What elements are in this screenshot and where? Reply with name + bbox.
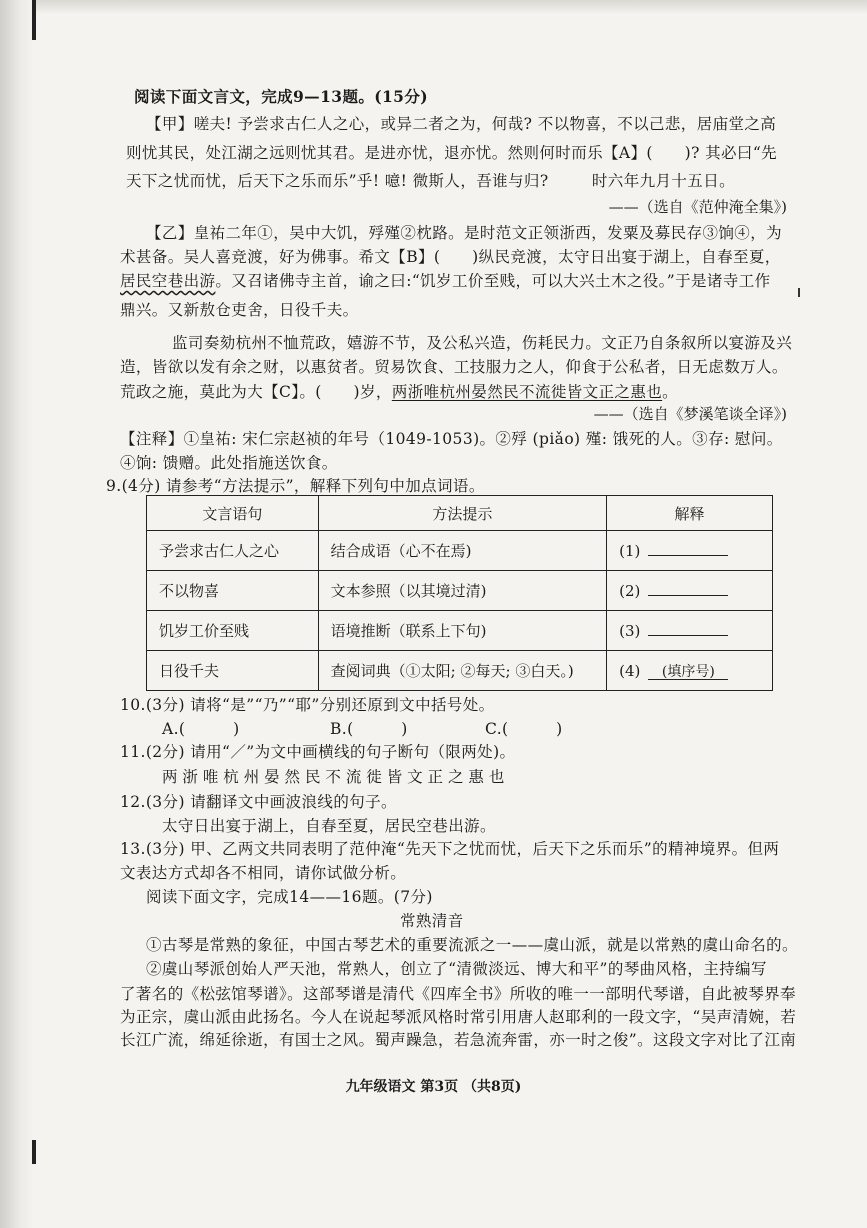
period: 。 bbox=[662, 383, 679, 401]
hint-cell: 查阅词典（①太阳; ②每天; ③白天。) bbox=[318, 651, 606, 691]
wavy-underlined-phrase: 居民空巷出游 bbox=[120, 272, 216, 290]
sentence-cell: 予尝求古仁人之心 bbox=[147, 531, 319, 571]
table-header-row bbox=[147, 496, 773, 531]
table-header-cell: 解释 bbox=[607, 496, 773, 531]
question-11-sentence: 两 浙 唯 杭 州 晏 然 民 不 流 徙 皆 文 正 之 惠 也 bbox=[162, 768, 505, 786]
answer-number: (4) bbox=[619, 662, 641, 680]
passage-yi-source: ——（选自《梦溪笔谈全译》) bbox=[593, 405, 787, 423]
answer-blank[interactable] bbox=[648, 581, 728, 596]
answer-blank[interactable] bbox=[648, 541, 728, 556]
passage-jia-line-2: 则忧其民，处江湖之远则忧其君。是进亦忧，退亦忧。然则何时而乐【A】( )? 其必曰“先 bbox=[126, 144, 778, 162]
straight-underlined-sentence: 两浙唯杭州晏然民不流徙皆文正之惠也 bbox=[391, 383, 663, 401]
hint-cell: 文本参照（以其境过清) bbox=[318, 571, 606, 611]
sentence-cell: 饥岁工价至贱 bbox=[147, 611, 319, 651]
table-row bbox=[147, 611, 773, 651]
question-11-stem: 11.(2分) 请用“／”为文中画横线的句子断句（限两处)。 bbox=[120, 743, 516, 761]
passage-yi-line-5: 监司奏劾杭州不恤荒政，嬉游不节，及公私兴造，伤耗民力。文正乃自条叙所以宴游及兴 bbox=[172, 334, 793, 352]
question-10-blank-c[interactable]: C.( ) bbox=[485, 720, 563, 738]
page-footer: 九年级语文 第3页 （共8页) bbox=[345, 1079, 522, 1095]
article-paragraph-2-line-4: 长江广流，绵延徐逝，有国士之风。蜀声躁急，若急流奔雷，亦一时之俊”。这段文字对比了江南 bbox=[120, 1031, 797, 1049]
question-12-stem: 12.(3分) 请翻译文中画波浪线的句子。 bbox=[120, 793, 397, 811]
passage-jia-date: 时六年九月十五日。 bbox=[591, 172, 735, 190]
passage-jia-line-3-text: 天下之忧而忧，后天下之乐而乐”乎! 噫! 微斯人，吾谁与归? bbox=[126, 172, 549, 190]
passage-yi-line-4: 鼎兴。又新敖仓吏舍，日役千夫。 bbox=[120, 301, 359, 319]
passage-yi-line-3 bbox=[120, 270, 771, 292]
section-2-intro: 阅读下面文字，完成14——16题。(7分) bbox=[146, 888, 433, 906]
answer-number: (1) bbox=[619, 542, 641, 560]
annotation-line-1: 【注释】①皇祐: 宋仁宗赵祯的年号（1049-1053)。②殍 (piǎo) 殣: 饿死的人。③存: 慰问。 bbox=[120, 430, 783, 448]
passage-yi-line-3-rest: 。又召诸佛寺主首，谕之曰:“饥岁工价至贱，可以大兴土木之役。”于是诸寺工作 bbox=[215, 272, 771, 290]
question-12-sentence: 太守日出宴于湖上，自春至夏，居民空巷出游。 bbox=[162, 817, 496, 835]
sentence-cell: 不以物喜 bbox=[147, 571, 319, 611]
sentence-cell: 日役千夫 bbox=[147, 651, 319, 691]
answer-number: (2) bbox=[619, 582, 641, 600]
answer-blank[interactable] bbox=[648, 621, 728, 636]
scan-edge-mark-top bbox=[32, 0, 36, 40]
scan-top-shadow bbox=[0, 0, 867, 14]
table-row bbox=[147, 651, 773, 691]
article-title: 常熟清音 bbox=[400, 912, 464, 930]
scan-edge-mark-bottom bbox=[32, 1140, 36, 1164]
question-10-stem: 10.(3分) 请将“是”“乃”“耶”分别还原到文中括号处。 bbox=[120, 696, 495, 714]
passage-yi-line-7 bbox=[120, 381, 678, 403]
answer-number: (3) bbox=[619, 622, 641, 640]
passage-jia-line-1: 【甲】嗟夫! 予尝求古仁人之心，或异二者之为，何哉? 不以物喜，不以己悲，居庙堂之高 bbox=[146, 115, 777, 133]
question-9-stem: 9.(4分) 请参考“方法提示”，解释下列句中加点词语。 bbox=[106, 477, 485, 495]
table-header-cell: 方法提示 bbox=[318, 496, 606, 531]
question-10-blank-b[interactable]: B.( ) bbox=[330, 720, 408, 738]
answer-blank[interactable]: (填序号) bbox=[648, 661, 728, 680]
article-paragraph-2-line-2: 了著名的《松弦馆琴谱》。这部琴谱是清代《四库全书》所收的唯一一部明代琴谱，自此被琴界奉 bbox=[120, 985, 796, 1003]
passage-yi-line-7-text: 荒政之施，莫此为大【C】。( )岁， bbox=[120, 383, 392, 401]
hint-cell: 结合成语（心不在焉) bbox=[318, 531, 606, 571]
scan-left-shadow bbox=[0, 0, 34, 1228]
reading-intro: 阅读下面文言文，完成9—13题。(15分) bbox=[134, 87, 428, 106]
question-13-line-1: 13.(3分) 甲、乙两文共同表明了范仲淹“先天下之忧而忧，后天下之乐而乐”的精神境界。但两 bbox=[120, 840, 780, 858]
passage-jia-source: ——（选自《范仲淹全集》) bbox=[608, 198, 787, 216]
table-header-cell: 文言语句 bbox=[147, 496, 319, 531]
answer-cell bbox=[607, 651, 773, 691]
hint-cell: 语境推断（联系上下句) bbox=[318, 611, 606, 651]
question-9-table bbox=[146, 495, 773, 691]
answer-cell bbox=[607, 571, 773, 611]
table-row bbox=[147, 531, 773, 571]
article-paragraph-2-line-1: ②虞山琴派创始人严天池，常熟人，创立了“清微淡远、博大和平”的琴曲风格，主持编写 bbox=[146, 960, 767, 978]
answer-cell bbox=[607, 531, 773, 571]
annotation-line-2: ④饷: 馈赠。此处指施送饮食。 bbox=[120, 454, 338, 472]
passage-yi-line-2: 术甚备。吴人喜竞渡，好为佛事。希文【B】( )纵民竞渡，太守日出宴于湖上，自春至夏， bbox=[120, 248, 781, 266]
article-paragraph-2-line-3: 为正宗，虞山派由此扬名。今人在说起琴派风格时常引用唐人赵耶利的一段文字，“吴声清婉，若 bbox=[120, 1008, 797, 1026]
passage-yi-line-1: 【乙】皇祐二年①，吴中大饥，殍殣②枕路。是时范文正领浙西，发粟及募民存③饷④，为 bbox=[146, 224, 783, 242]
passage-jia-line-3 bbox=[126, 170, 735, 192]
answer-cell bbox=[607, 611, 773, 651]
question-13-line-2: 文表达方式却各不相同，请你试做分析。 bbox=[120, 864, 407, 882]
table-row bbox=[147, 571, 773, 611]
passage-yi-line-6: 造，皆欲以发有余之财，以惠贫者。贸易饮食、工技服力之人，仰食于公私者，日无虑数万人。 bbox=[120, 358, 788, 376]
article-paragraph-1: ①古琴是常熟的象征，中国古琴艺术的重要流派之一——虞山派，就是以常熟的虞山命名的。 bbox=[146, 936, 798, 954]
question-10-blank-a[interactable]: A.( ) bbox=[162, 720, 240, 738]
scan-speck bbox=[798, 288, 800, 297]
